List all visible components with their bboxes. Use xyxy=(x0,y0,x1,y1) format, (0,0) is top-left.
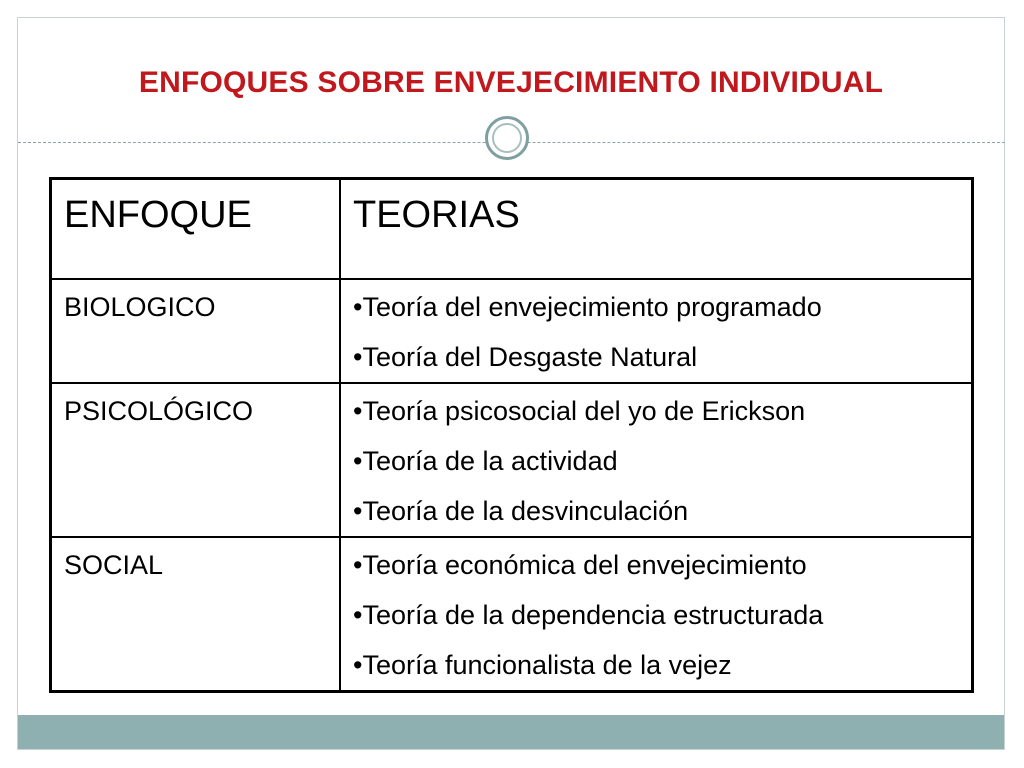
enfoque-cell: PSICOLÓGICO xyxy=(51,383,341,537)
theory-item: •Teoría del Desgaste Natural xyxy=(353,341,698,372)
theory-item: •Teoría de la dependencia estructurada xyxy=(353,599,824,630)
table-row xyxy=(51,279,973,383)
header-enfoque: ENFOQUE xyxy=(51,179,341,279)
teorias-cell xyxy=(340,537,973,692)
theory-item: •Teoría de la actividad xyxy=(353,445,618,476)
teorias-cell xyxy=(340,383,973,537)
theory-item: •Teoría de la desvinculación xyxy=(353,495,689,526)
slide-title: ENFOQUES SOBRE ENVEJECIMIENTO INDIVIDUAL xyxy=(138,66,884,99)
enfoque-cell: BIOLOGICO xyxy=(51,279,341,383)
table-row xyxy=(51,383,973,537)
theory-item: •Teoría psicosocial del yo de Erickson xyxy=(353,395,806,426)
footer-accent-bar xyxy=(18,715,1004,749)
ring-ornament-icon xyxy=(485,116,529,160)
theory-item: •Teoría del envejecimiento programado xyxy=(353,291,822,322)
table-row xyxy=(51,537,973,692)
theory-item: •Teoría funcionalista de la vejez xyxy=(353,649,732,680)
table-header-row xyxy=(51,179,973,279)
theory-item: •Teoría económica del envejecimiento xyxy=(353,549,807,580)
teorias-cell xyxy=(340,279,973,383)
theories-table xyxy=(49,177,974,693)
enfoque-cell: SOCIAL xyxy=(51,537,341,692)
header-teorias: TEORIAS xyxy=(340,179,973,279)
